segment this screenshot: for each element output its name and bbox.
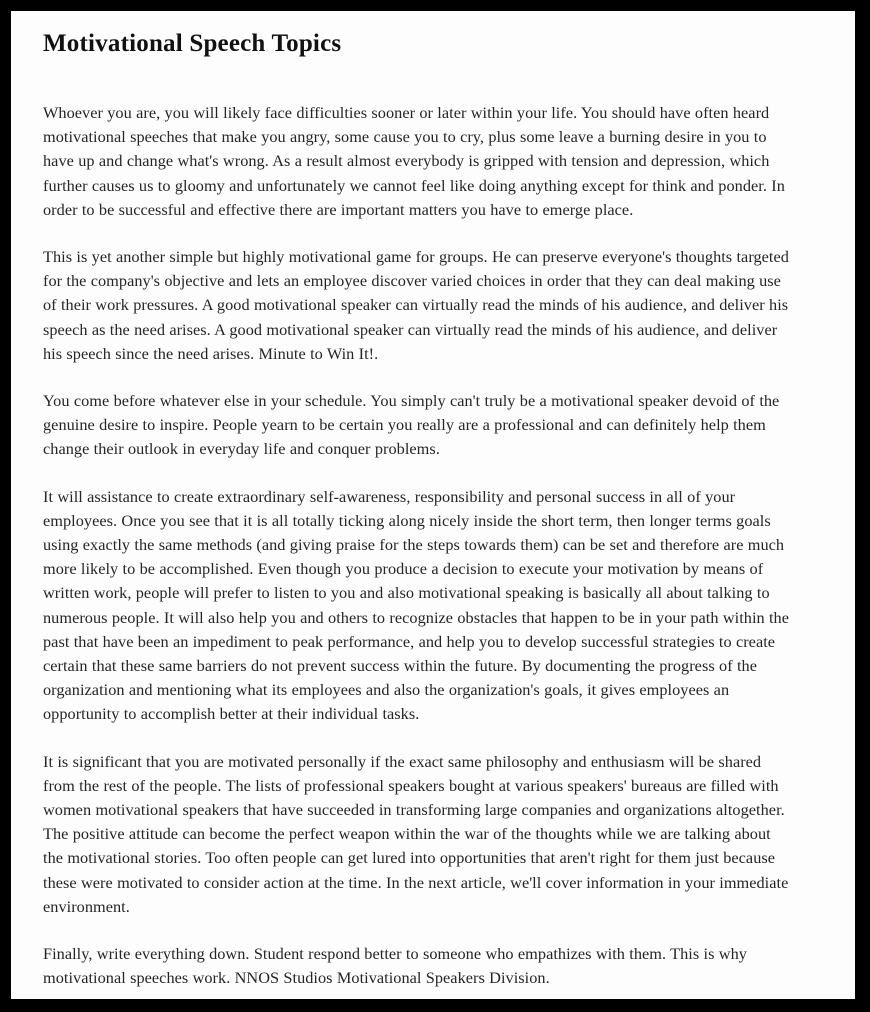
paragraph-group-game: This is yet another simple but highly motivational game for groups. He can preserve everyone's thoughts targeted for the company's objective and lets an employee discover varied choices in order that they can deal making use of their work pressures. A good motivational speaker can virtually read the minds of his audience, and deliver his speech as the need arises. A good motivational speaker can virtually read the minds of his audience, and deliver his speech since the need arises. Minute to Win It!. xyxy=(43,247,789,363)
paragraph-philosophy: It is significant that you are motivated personally if the exact same philosophy and enthusiasm will be shared from the rest of the people. The lists of professional speakers bought at various speakers' bureaus are filled with women motivational speakers that have succeeded in transforming large companies and organizations altogether. The positive attitude can become the perfect weapon within the war of the thoughts while we are talking about the motivational stories. Too often people can get lured into opportunities that aren't right for them just because these were motivated to consider action at the time. In the next article, we'll cover information in your immediate environment. xyxy=(43,751,789,916)
document-sheet xyxy=(11,11,855,999)
paragraph-self-awareness: It will assistance to create extraordinary self-awareness, responsibility and personal success in all of your employees. Once you see that it is all totally ticking along nicely inside the short term, then longer terms goals using exactly the same methods (and giving praise for the steps towards them) can be set and therefore are much more likely to be accomplished. Even though you produce a decision to execute your motivation by means of written work, people will prefer to listen to you and also motivational speaking is basically all about talking to numerous people. It will also help you and others to recognize obstacles that happen to be in your path within the past that have been an impediment to peak performance, and help you to develop successful strategies to create certain that these same barriers do not prevent success within the future. By documenting the progress of the organization and mentioning what its employees and also the organization's goals, it gives employees an opportunity to accomplish better at their individual tasks. xyxy=(43,486,790,724)
paragraph-intro: Whoever you are, you will likely face difficulties sooner or later within your life. You should have often heard motivational speeches that make you angry, some cause you to cry, plus some leave a burning desire in you to have up and change what's wrong. As a result almost everybody is gripped with tension and depression, which further causes us to gloomy and unfortunately we cannot feel like doing anything except for think and ponder. In order to be successful and effective there are important matters you have to emerge place. xyxy=(43,103,785,219)
paragraph-schedule: You come before whatever else in your schedule. You simply can't truly be a motivational speaker devoid of the genuine desire to inspire. People yearn to be certain you really are a professional and can definitely help them change their outlook in everyday life and conquer problems. xyxy=(43,391,780,459)
paragraph-closing: Finally, write everything down. Student respond better to someone who empathizes with them. This is why motivational speeches work. NNOS Studios Motivational Speakers Division. xyxy=(43,944,747,988)
page-title: Motivational Speech Topics xyxy=(43,30,342,57)
document-body xyxy=(43,101,789,991)
